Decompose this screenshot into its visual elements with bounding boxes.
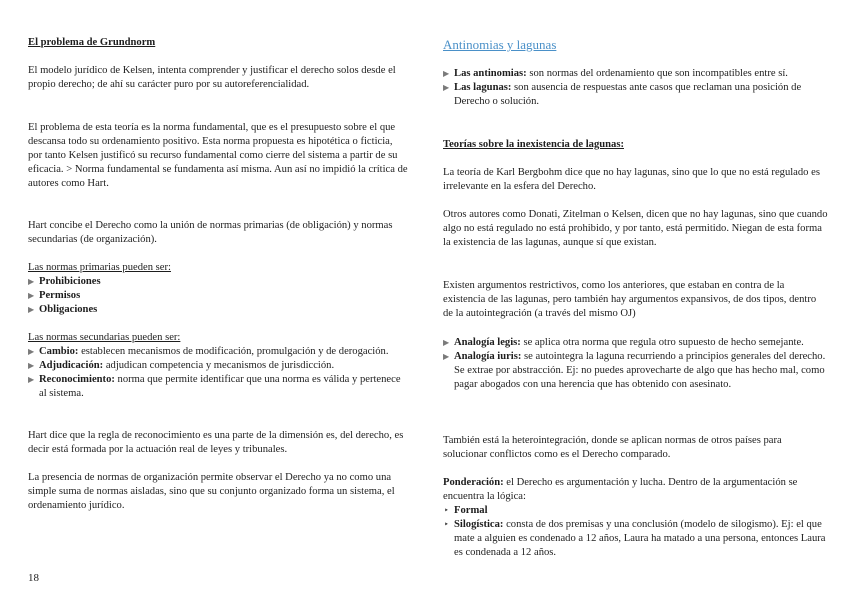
list-item: ▶ Analogía iuris: se autointegra la laguna recurriendo a principios generales del derecho. Se extrae por abstracción. Ej: no puedes aprovecharte de algo que has hecho mal, como pagar abogados con una herencia que has obtenido con asesinato. <box>443 351 826 390</box>
triangle-bullet-icon: ▶ <box>28 375 35 384</box>
list-item: ▶ Las lagunas: son ausencia de respuestas ante casos que reclaman una posición de Derecho o solución. <box>443 82 802 107</box>
secundarias-title: Las normas secundarias pueden ser: <box>28 332 181 343</box>
reconocimiento-paragraph: Hart dice que la regla de reconocimiento es una parte de la dimensión es, del derecho, es decir está formada por la actuación real de leyes y tribunales. <box>28 430 404 455</box>
argumentos-paragraph: Existen argumentos restrictivos, como los anteriores, que estaban en contra de la existencia de las lagunas, pero también hay argumentos expansivos, de dos tipos, dentro de la autointegración (a través del mismo OJ) <box>443 280 817 319</box>
grundnorm-title: El problema de Grundnorm <box>28 37 156 48</box>
norma-fundamental-paragraph: El problema de esta teoría es la norma fundamental, que es el presupuesto sobre el que descansa todo su ordenamiento positivo. Esta norma propuesta es hipotética o ficticia, por tanto Kelsen justificó su recurso fundamental como cierre del sistema a partir de su eficacia. > Norma fundamental se fundamenta así misma. Aun así no impidió la crítica de autores como Hart. <box>28 122 408 189</box>
list-item: ▶ Las antinomias: son normas del ordenamiento que son incompatibles entre sí. <box>443 68 788 79</box>
antinomias-title[interactable]: Antinomias y lagunas <box>443 37 557 52</box>
list-item: ‣ Silogística: consta de dos premisas y una conclusión (modelo de silogismo). Ej: el que mate a alguien es condenado a 12 años, Laura ha matado a una persona, entonces Laura es condenada a 12 años. <box>444 519 826 558</box>
organizacion-paragraph: La presencia de normas de organización permite observar el Derecho ya no como una simple suma de normas aisladas, sino que su conjunto organizado forma un sistema, el ordenamiento jurídico. <box>28 472 395 511</box>
triangle-bullet-icon: ▶ <box>443 352 450 361</box>
bergbohm-paragraph: La teoría de Karl Bergbohm dice que no hay lagunas, sino que lo que no está regulado es irrelevante en la esfera del Derecho. <box>443 167 820 192</box>
list-item: ▶ Obligaciones <box>28 304 98 315</box>
list-item: ▶ Permisos <box>28 290 81 301</box>
small-triangle-bullet-icon: ‣ <box>444 506 449 515</box>
ponderacion-paragraph: Ponderación: el Derecho es argumentación y lucha. Dentro de la argumentación se encuentra la lógica: <box>443 477 798 502</box>
triangle-bullet-icon: ▶ <box>28 305 35 314</box>
otros-autores-paragraph: Otros autores como Donati, Zitelman o Kelsen, dicen que no hay lagunas, sino que cuando algo no está regulado no está prohibido, y por tanto, está permitido. Niegan de esta forma la existencia de las lagunas, aunque sí que existan. <box>443 209 828 248</box>
list-item: ‣ Formal <box>444 505 488 516</box>
hart-paragraph: Hart concibe el Derecho como la unión de normas primarias (de obligación) y normas secundarias (de organización). <box>28 220 393 245</box>
triangle-bullet-icon: ▶ <box>443 69 450 78</box>
list-item: ▶ Adjudicación: adjudican competencia y mecanismos de jurisdicción. <box>28 360 335 371</box>
triangle-bullet-icon: ▶ <box>28 277 35 286</box>
triangle-bullet-icon: ▶ <box>443 338 450 347</box>
list-item: ▶ Analogía legis: se aplica otra norma que regula otro supuesto de hecho semejante. <box>443 337 804 348</box>
triangle-bullet-icon: ▶ <box>28 291 35 300</box>
triangle-bullet-icon: ▶ <box>443 83 450 92</box>
teorias-title: Teorías sobre la inexistencia de lagunas: <box>443 139 624 150</box>
primarias-list <box>28 275 408 317</box>
page-number: 18 <box>28 572 39 584</box>
triangle-bullet-icon: ▶ <box>28 361 35 370</box>
heterointegracion-paragraph: También está la heterointegración, donde se aplican normas de otros países para solucionar conflictos como es el Derecho comparado. <box>443 435 782 460</box>
secundarias-list <box>28 345 408 401</box>
kelsen-paragraph: El modelo jurídico de Kelsen, intenta comprender y justificar el derecho solos desde el propio derecho; de ahí su carácter puro por su autoreferencialidad. <box>28 65 396 90</box>
logica-list <box>443 504 828 560</box>
triangle-bullet-icon: ▶ <box>28 347 35 356</box>
list-item: ▶ Prohibiciones <box>28 276 101 287</box>
definitions-list <box>443 67 828 109</box>
list-item: ▶ Cambio: establecen mecanismos de modificación, promulgación y de derogación. <box>28 346 389 357</box>
primarias-title: Las normas primarias pueden ser: <box>28 262 171 273</box>
analogias-list <box>443 336 828 392</box>
list-item: ▶ Reconocimiento: norma que permite identificar que una norma es válida y pertenece al sistema. <box>28 374 401 399</box>
small-triangle-bullet-icon: ‣ <box>444 520 449 529</box>
